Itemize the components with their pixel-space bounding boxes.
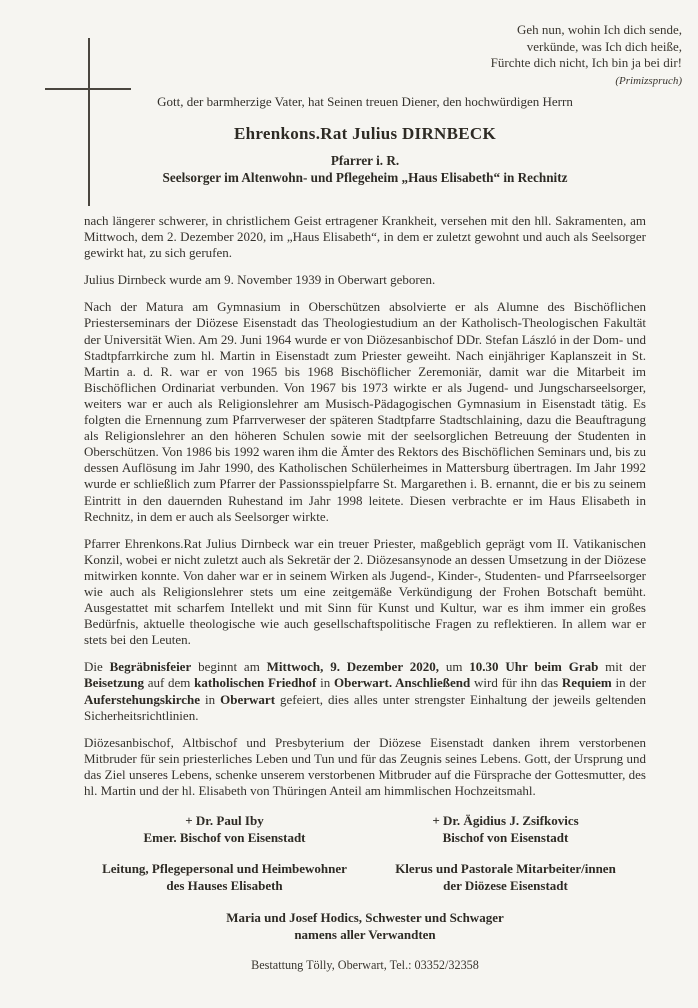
signature-family: [84, 910, 646, 943]
deceased-name: Ehrenkons.Rat Julius DIRNBECK: [233, 124, 497, 143]
paragraph-thanks: Diözesanbischof, Altbischof und Presbyterium der Diözese Eisenstadt danken ihrem verstorbenen Mitbruder für sein priesterliches Leben und Tun und für das Zeugnis seines Lebens. Gott, der Ursprung und das Ziel unseres Lebens, schenke unserem verstorbenen Mitbruder auf die Fürsprache der Gottesmutter, des hl. Martin und der hl. Elisabeth von Thüringen Anteil am himmlischen Hochzeitsmahl.: [84, 734, 646, 798]
document-body: [84, 0, 646, 973]
signature-bishop-emeritus: [84, 813, 365, 846]
signature-title: Emer. Bischof von Eisenstadt: [143, 829, 306, 845]
quote-line: Fürchte dich nicht, Ich bin ja bei dir!: [490, 55, 682, 70]
signature-clergy: [365, 861, 646, 894]
signature-bishop: [365, 813, 646, 846]
signature-columns: [84, 813, 646, 894]
signature-name: Klerus und Pastorale Mitarbeiter/innen: [395, 861, 616, 877]
quote-attribution: (Primizspruch): [615, 74, 682, 87]
paragraph-character: Pfarrer Ehrenkons.Rat Julius Dirnbeck war ein treuer Priester, maßgeblich geprägt vom II. Vatikanischen Konzil, wobei er nicht zuletzt auch als Sekretär der 2. Diözesansynode an dessen Umsetzung in der Diözese mitwirken konnte. Von daher war er in seinem Wirken als Jugend-, Kinder-, Studenten- und Pfarrseelsorger wie auch als Religionslehrer stets um eine zeitgemäße Verkündigung der Frohen Botschaft bemüht. Ausgestattet mit scharfem Intellekt und mit Sinn für Kunst und Kultur, war es ihm immer ein großes Bedürfnis, aktuelle theologische wie auch gesellschaftspolitische Fragen zu reflektieren. In allem war er stets bei den Leuten.: [84, 535, 646, 648]
signature-house-elisabeth: [84, 861, 365, 894]
signature-title: der Diözese Eisenstadt: [443, 877, 568, 893]
signature-title: des Hauses Elisabeth: [166, 877, 283, 893]
funeral-home-info: Bestattung Tölly, Oberwart, Tel.: 03352/32358: [251, 958, 479, 973]
signature-name: + Dr. Paul Iby: [185, 813, 264, 829]
quote-line: verkünde, was Ich dich heiße,: [526, 38, 682, 54]
role-subtitle: Seelsorger im Altenwohn- und Pflegeheim „Haus Elisabeth“ in Rechnitz: [162, 169, 568, 185]
quote-line: Geh nun, wohin Ich dich sende,: [517, 22, 682, 37]
signature-column-left: [84, 813, 365, 894]
deceased-role: [84, 153, 646, 186]
intro-line: Gott, der barmherzige Vater, hat Seinen treuen Diener, den hochwürdigen Herrn: [157, 94, 573, 109]
signature-name: + Dr. Ägidius J. Zsifkovics: [432, 813, 579, 829]
signature-name: Maria und Josef Hodics, Schwester und Schwager: [226, 910, 504, 926]
role-title: Pfarrer i. R.: [330, 153, 400, 168]
signature-name: Leitung, Pflegepersonal und Heimbewohner: [102, 861, 347, 877]
paragraph-birth: Julius Dirnbeck wurde am 9. November 1939 in Oberwart geboren.: [84, 272, 436, 288]
paragraph-funeral-details: Die Begräbnisfeier beginnt am Mittwoch, 9. Dezember 2020, um 10.30 Uhr beim Grab mit der Beisetzung auf dem katholischen Friedhof in Oberwart. Anschließend wird für ihn das Requiem in der Auferstehungskirche in Oberwart gefeiert, dies alles unter strengster Einhaltung der jeweils geltenden Sicherheitsrichtlinien.: [84, 659, 646, 723]
paragraph-death-notice: nach längerer schwerer, in christlichem Geist ertragener Krankheit, versehen mit den hll. Sakramenten, am Mittwoch, dem 2. Dezember 2020, im „Haus Elisabeth“, in dem er zuletzt gewohnt und auch als Seelsorger gewirkt hat, zu sich gerufen.: [84, 213, 646, 261]
signature-title: namens aller Verwandten: [294, 926, 436, 942]
signature-column-right: [365, 813, 646, 894]
signature-title: Bischof von Eisenstadt: [442, 829, 569, 845]
paragraph-biography: Nach der Matura am Gymnasium in Oberschützen absolvierte er als Alumne des Bischöflichen Priesterseminars der Diözese Eisenstadt das Theologiestudium an der Katholisch-Theologischen Fakultät der Universität Wien. Am 29. Juni 1964 wurde er von Diözesanbischof DDr. Stefan László in der Dom- und Stadtpfarrkirche zum hl. Martin in Eisenstadt zum Priester geweiht. Nach einjähriger Kaplanszeit in St. Martin a. d. R. war er von 1965 bis 1968 Bischöflicher Zeremoniär, damit war die Mitarbeit im Bischöflichen Ordinariat verbunden. Von 1967 bis 1973 wirkte er als Jugend- und Jungscharseelsorger, weiters war er auch als Religionslehrer am Musisch-Pädagogischen Gymnasium in Eisenstadt tätig. Es folgten die Ernennung zum Pfarrverweser der späteren Stadtpfarre Stadtschlaining, dazu die Beauftragung als Religionslehrer an den höheren Schulen sowie mit der seelsorglichen Betreuung der Studenten in Oberschützen. Von 1986 bis 1992 waren ihm die Ämter des Rektors des Bischöflichen Seminars und, bis zu dessen Auflösung im Jahr 1990, des Katholischen Schülerheimes in Mattersburg übertragen. Im Jahr 1992 wurde er schließlich zum Pfarrer der Passionsspielpfarre St. Margarethen i. B. ernannt, die er bis zu seinem Eintritt in den dauernden Ruhestand im Jahr 1998 leitete. Diesen verbrachte er im Haus Elisabeth in Rechnitz, in dem er auch als Seelsorger wirkte.: [84, 299, 646, 524]
